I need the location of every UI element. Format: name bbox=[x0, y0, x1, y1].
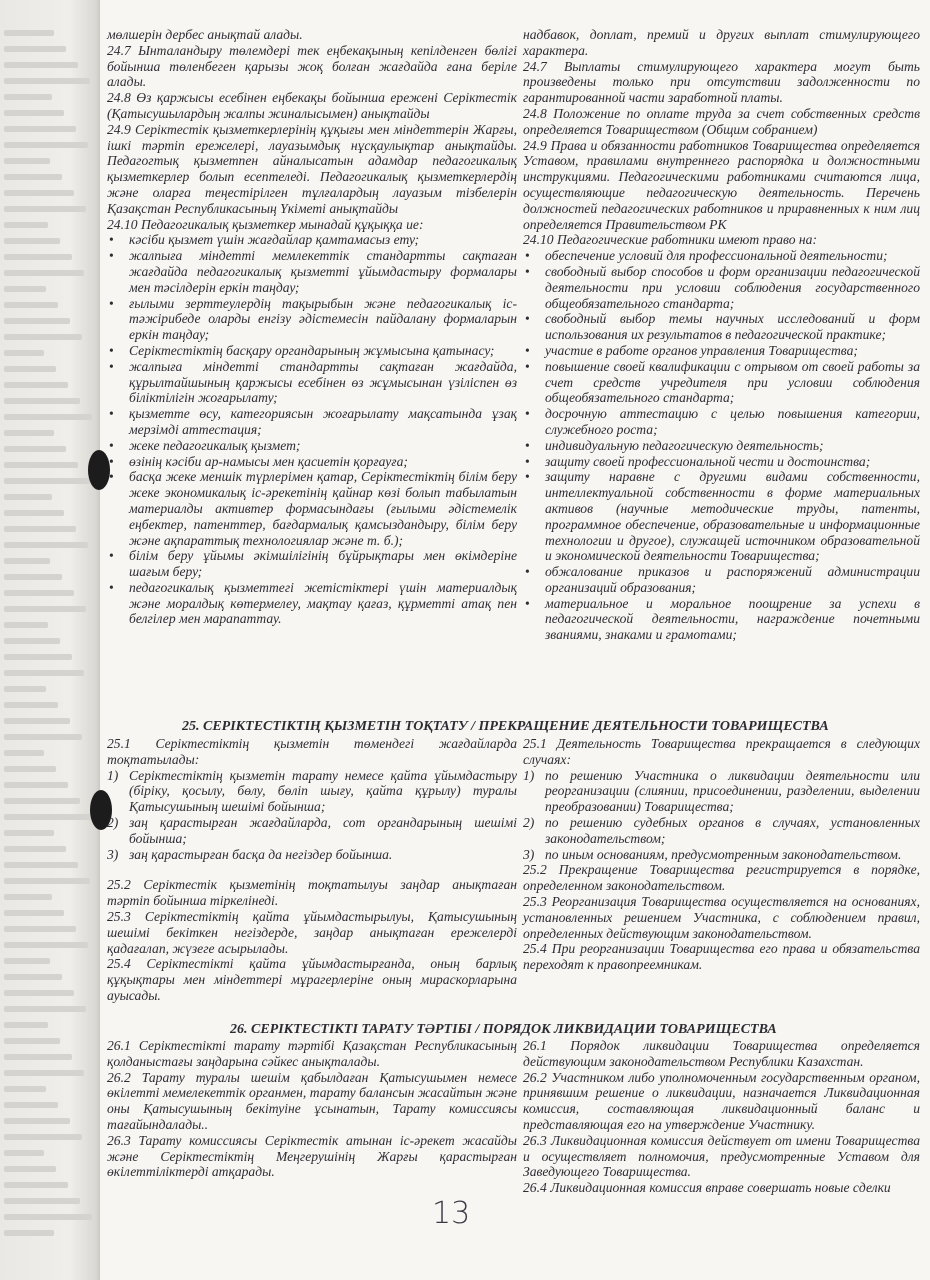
paragraph: 24.7 Выплаты стимулирующего характера могут быть произведены только при отсутствии задолженности по гарантированной части заработной платы. bbox=[523, 58, 920, 106]
bleed-through-line bbox=[4, 1022, 48, 1028]
bleed-through-line bbox=[4, 414, 92, 420]
bleed-through-line bbox=[4, 894, 52, 900]
item-text: жалпыға міндетті мемлекеттік стандартты сақтаған жағдайда педагогикалық қызметті ұйымдастыру формалары мен тәсілдерін еркін таңдау; bbox=[129, 248, 517, 295]
bleed-through-line bbox=[4, 702, 58, 708]
bleed-through-line bbox=[4, 222, 48, 228]
paragraph: 25.4 Серіктестікті қайта ұйымдастырғанда, оның барлық құқықтары мен міндеттері мұрагерлеріне оның мираскорларына ауысады. bbox=[107, 956, 517, 1003]
item-text: жеке педагогикалық қызмет; bbox=[129, 437, 301, 453]
bleed-through-line bbox=[4, 942, 88, 948]
paragraph: 26.2 Тарату туралы шешім қабылдаған Қатысушымен немесе өкілетті мемелекеттік органмен, тарату балансын жасайтын және оны Қатысушының бекітуіне ұсынатын, Тарату комиссиясы тағайындалады.. bbox=[107, 1069, 517, 1132]
bleed-through-line bbox=[4, 1134, 82, 1140]
bleed-through-line bbox=[4, 142, 88, 148]
item-text: индивидуальную педагогическую деятельность; bbox=[545, 437, 824, 453]
item-text: өзінің кәсіби ар-намысы мен қасиетін қорғауға; bbox=[129, 453, 408, 469]
paragraph: 24.10 Педагогические работники имеют право на: bbox=[523, 232, 817, 248]
bleed-through-line bbox=[4, 846, 66, 852]
bleed-through-line bbox=[4, 974, 62, 980]
numbered-item bbox=[523, 768, 920, 815]
bleed-through-line bbox=[4, 366, 56, 372]
bleed-through-line bbox=[4, 606, 86, 612]
bullet-icon: • bbox=[109, 358, 114, 374]
bullet-icon: • bbox=[109, 548, 114, 564]
section-25-russian bbox=[523, 736, 920, 973]
bleed-through-line bbox=[4, 206, 86, 212]
section-24-kazakh bbox=[107, 27, 517, 627]
numbered-item bbox=[107, 768, 517, 815]
bullet-item bbox=[107, 454, 517, 470]
bullet-item bbox=[107, 580, 517, 627]
item-text: свободный выбор темы научных исследований и форм использования их результатов в педагогической практике; bbox=[545, 311, 920, 343]
bullet-icon: • bbox=[109, 453, 114, 469]
paragraph: 26.3 Ликвидационная комиссия действует от имени Товарищества и осуществляет полномочия, предусмотренные Уставом для Заведующего Товарищества. bbox=[523, 1132, 920, 1180]
item-text: жалпыға міндетті стандартты сақтаған жағдайда, құрылтайшының қаржысы есебінен өз жұмысынан үзіліспен өз біліктілігін жоғарылату; bbox=[129, 358, 517, 406]
bullet-item bbox=[523, 248, 920, 264]
bleed-through-line bbox=[4, 526, 76, 532]
paragraph: 26.1 Серіктестікті тарату тәртібі Қазақстан Республикасының қолданыстағы заңдарына сәйкес анықталады. bbox=[107, 1038, 517, 1069]
bullet-item bbox=[107, 343, 517, 359]
item-text: участие в работе органов управления Товарищества; bbox=[545, 342, 858, 358]
bleed-through-line bbox=[4, 350, 44, 356]
bleed-through-line bbox=[4, 1198, 80, 1204]
bleed-through-line bbox=[4, 494, 52, 500]
bullet-item bbox=[523, 406, 920, 438]
item-number: 3) bbox=[523, 846, 535, 862]
bullet-icon: • bbox=[109, 437, 114, 453]
bleed-through-line bbox=[4, 670, 84, 676]
paragraph: 24.9 Права и обязанности работников Товарищества определяется Уставом, правилами внутреннего распорядка и должностными инструкциями. Педагогическими работниками считаются лица, осуществляющие педагогическую деятельность. Перечень должностей педагогических работников и приравненных к ним лиц определяется Правительством РК bbox=[523, 137, 920, 232]
bullet-item bbox=[107, 359, 517, 406]
bleed-through-line bbox=[4, 542, 88, 548]
bleed-through-line bbox=[4, 638, 60, 644]
item-text: қызметте өсу, категориясын жоғарылату мақсатында ұзақ мерзімді аттестация; bbox=[129, 406, 517, 437]
bullet-item bbox=[523, 311, 920, 343]
bleed-through-line bbox=[4, 926, 76, 932]
section-26-kazakh bbox=[107, 1038, 517, 1180]
bleed-through-line bbox=[4, 910, 64, 916]
item-text: по иным основаниям, предусмотренным законодательством. bbox=[545, 846, 902, 862]
paragraph: 26.1 Порядок ликвидации Товарищества определяется действующим законодательством Республики Казахстан. bbox=[523, 1038, 920, 1069]
bleed-through-line bbox=[4, 158, 50, 164]
bullet-item bbox=[523, 359, 920, 406]
bleed-through-line bbox=[4, 510, 64, 516]
bleed-through-line bbox=[4, 878, 90, 884]
item-text: заң қарастырған басқа да негіздер бойынша. bbox=[129, 846, 393, 862]
item-text: кәсіби қызмет үшін жағдайлар қамтамасыз ету; bbox=[129, 232, 420, 248]
item-text: по решению Участника о ликвидации деятельности или реорганизации (слиянии, присоединении, разделении, выделении преобразовании) Товарищества; bbox=[545, 767, 920, 815]
item-text: Серіктестіктің басқару органдарының жұмысына қатынасу; bbox=[129, 342, 495, 358]
paragraph: 24.7 Ынталандыру төлемдері тек еңбекақының кепілденген бөлігі бойынша төленбеген қарызы жоқ болған жағдайда ғана беріле алады. bbox=[107, 42, 517, 90]
bullet-icon: • bbox=[525, 342, 530, 358]
bleed-through-line bbox=[4, 1182, 68, 1188]
bleed-through-line bbox=[4, 398, 80, 404]
paragraph: 25.3 Реорганизация Товарищества осуществляется на основаниях, установленных решением Участника, с соблюдением правил, определенных действующим законодательством. bbox=[523, 893, 920, 941]
bleed-through-line bbox=[4, 110, 64, 116]
bullet-icon: • bbox=[525, 453, 530, 469]
bleed-through-line bbox=[4, 830, 54, 836]
item-text: по решению судебных органов в случаях, установленных законодательством; bbox=[545, 814, 920, 846]
bleed-through-line bbox=[4, 814, 92, 820]
bleed-through-line bbox=[4, 430, 54, 436]
bleed-through-line bbox=[4, 798, 80, 804]
bleed-through-line bbox=[4, 574, 62, 580]
section-26-heading: 26. СЕРІКТЕСТІКТІ ТАРАТУ ТӘРТІБІ / ПОРЯДОК ЛИКВИДАЦИИ ТОВАРИЩЕСТВА bbox=[230, 1022, 777, 1037]
bullet-item bbox=[107, 548, 517, 580]
handwritten-page-number: 13 bbox=[432, 1196, 471, 1231]
section-25-kazakh bbox=[107, 736, 517, 1004]
paragraph: 26.4 Ликвидационная комиссия вправе совершать новые сделки bbox=[523, 1180, 891, 1196]
bleed-through-line bbox=[4, 1102, 58, 1108]
bleed-through-line bbox=[4, 734, 82, 740]
bleed-through-line bbox=[4, 862, 78, 868]
bleed-through-line bbox=[4, 1118, 70, 1124]
bullet-icon: • bbox=[525, 311, 530, 327]
paragraph: мөлшерін дербес анықтай алады. bbox=[107, 27, 303, 42]
bullet-icon: • bbox=[525, 595, 530, 611]
section-26-russian bbox=[523, 1038, 920, 1196]
bullet-item bbox=[107, 296, 517, 343]
bullet-icon: • bbox=[109, 248, 114, 264]
bullet-item bbox=[523, 438, 920, 454]
paragraph: 24.9 Серіктестік қызметкерлерінің құқығы мен міндеттерін Жарғы, ішкі тәртіп ережелері, лауазымдық нұсқаулықтар анықтайды. Педагогтық қызметпен айналысатын адамдар педагогикалық қызметкерлер болып есептеледі. Педагогикалық қызметкерлердің және оларға теңестірілген тұлғалардың лауазым тізбелерін Қазақстан Республикасының Үкіметі анықтайды bbox=[107, 121, 517, 216]
bleed-through-line bbox=[4, 94, 52, 100]
bleed-through-line bbox=[4, 478, 90, 484]
section-24-russian bbox=[523, 27, 920, 643]
item-text: обеспечение условий для профессиональной деятельности; bbox=[545, 248, 888, 264]
bleed-through-line bbox=[4, 302, 58, 308]
bleed-through-line bbox=[4, 782, 68, 788]
bullet-item bbox=[523, 564, 920, 596]
bullet-icon: • bbox=[109, 295, 114, 311]
bleed-through-line bbox=[4, 1150, 44, 1156]
bullet-icon: • bbox=[525, 406, 530, 422]
bullet-item bbox=[523, 469, 920, 564]
paragraph: 25.2 Серіктестік қызметінің тоқтатылуы заңдар анықтаған тәртіп бойынша тіркелінеді. bbox=[107, 877, 517, 909]
paragraph: 25.4 При реорганизации Товарищества его права и обязательства переходят к правопреемникам. bbox=[523, 941, 920, 973]
bullet-icon: • bbox=[109, 342, 114, 358]
item-number: 2) bbox=[107, 814, 119, 830]
bullet-item bbox=[107, 469, 517, 548]
section-25-heading: 25. СЕРІКТЕСТІКТІҢ ҚЫЗМЕТІН ТОҚТАТУ / ПРЕКРАЩЕНИЕ ДЕЯТЕЛЬНОСТИ ТОВАРИЩЕСТВА bbox=[182, 719, 829, 734]
bleed-through-line bbox=[4, 1166, 56, 1172]
bullet-icon: • bbox=[525, 469, 530, 485]
spacer bbox=[107, 862, 517, 877]
bleed-through-line bbox=[4, 462, 78, 468]
bleed-through-line bbox=[4, 78, 90, 84]
bullet-icon: • bbox=[525, 358, 530, 374]
bleed-through-line bbox=[4, 590, 74, 596]
item-text: обжалование приказов и распоряжений администрации организаций образования; bbox=[545, 564, 920, 595]
item-text: Серіктестіктің қызметін тарату немесе қайта ұйымдастыру (біріку, қосылу, бөлу, бөліп шығу, қайта құрылу) туралы Қатысушының шешімі бойынша; bbox=[129, 767, 517, 815]
bullet-icon: • bbox=[109, 469, 114, 485]
bleed-through-line bbox=[4, 654, 72, 660]
paragraph: 24.8 Положение по оплате труда за счет собственных средств определяется Товариществом (Общим собранием) bbox=[523, 105, 920, 137]
numbered-item bbox=[523, 847, 920, 863]
bleed-through-line bbox=[4, 558, 50, 564]
bullet-item bbox=[523, 454, 920, 470]
adjacent-page-edge bbox=[0, 0, 100, 1280]
numbered-item bbox=[523, 815, 920, 847]
bleed-through-line bbox=[4, 750, 44, 756]
item-number: 1) bbox=[523, 767, 535, 783]
bleed-through-line bbox=[4, 46, 66, 52]
bullet-icon: • bbox=[109, 579, 114, 595]
bleed-through-line bbox=[4, 766, 56, 772]
bleed-through-line bbox=[4, 62, 78, 68]
bleed-through-line bbox=[4, 238, 60, 244]
item-text: материальное и моральное поощрение за успехи в педагогической деятельности, награждение почетными званиями, знаками и грамотами; bbox=[545, 595, 920, 643]
bleed-through-line bbox=[4, 190, 74, 196]
bleed-through-line bbox=[4, 254, 72, 260]
bullet-icon: • bbox=[525, 437, 530, 453]
bleed-through-line bbox=[4, 622, 48, 628]
bleed-through-line bbox=[4, 270, 84, 276]
bleed-through-line bbox=[4, 718, 70, 724]
bleed-through-line bbox=[4, 174, 62, 180]
bullet-item bbox=[107, 232, 517, 248]
item-number: 2) bbox=[523, 814, 535, 830]
item-text: басқа жеке меншік түрлерімен қатар, Серіктестіктің білім беру жеке экономикалық іс-әрекетінің қайнар көзі болып табылатын материалды активтер формасындағы (ғылыми әдістемелік еңбектер, патенттер, бағдармалық қамсыздандыру, білім беру және ақпараттық технологиялар және т. б.); bbox=[129, 469, 517, 548]
paragraph: 25.1 Серіктестіктің қызметін төмендегі жағдайларда тоқтатылады: bbox=[107, 736, 517, 767]
bullet-icon: • bbox=[525, 248, 530, 264]
item-text: защиту своей профессиональной чести и достоинства; bbox=[545, 453, 871, 469]
paragraph: 25.3 Серіктестіктің қайта ұйымдастырылуы, Қатысушының шешімі бекіткен негіздерде, заңдар анықтаған ережелерді қадағалап, жүзеге асырылады. bbox=[107, 908, 517, 956]
bullet-item bbox=[523, 343, 920, 359]
bullet-item bbox=[107, 438, 517, 454]
bleed-through-line bbox=[4, 286, 46, 292]
bullet-icon: • bbox=[109, 232, 114, 248]
item-text: досрочную аттестацию с целью повышения категории, служебного роста; bbox=[545, 406, 920, 437]
bleed-through-line bbox=[4, 318, 70, 324]
bleed-through-line bbox=[4, 1214, 92, 1220]
bullet-item bbox=[107, 406, 517, 438]
bullet-icon: • bbox=[525, 564, 530, 580]
bullet-item bbox=[523, 264, 920, 311]
bullet-icon: • bbox=[109, 406, 114, 422]
paragraph: надбавок, доплат, премий и других выплат стимулирующего характера. bbox=[523, 27, 920, 58]
bleed-through-line bbox=[4, 334, 82, 340]
paragraph: 24.8 Өз қаржысы есебінен еңбекақы бойынша ережені Серіктестік (Қатысушылардың жалпы жиналысымен) анықтайды bbox=[107, 90, 517, 121]
item-text: повышение своей квалификации с отрывом от своей работы за счет средств учредителя при условии соблюдения общеобязательного стандарта; bbox=[545, 358, 920, 406]
bleed-through-line bbox=[4, 1054, 72, 1060]
item-text: свободный выбор способов и форм организации педагогической деятельности при условии соблюдения государственного общеобязательного стандарта; bbox=[545, 263, 920, 311]
bleed-through-line bbox=[4, 1006, 86, 1012]
item-text: педагогикалық қызметтегі жетістіктері үшін материалдық және моралдық көтермелеу, мақтау қағаз, құрметті атақ пен белгілер мен марапаттау. bbox=[129, 579, 517, 627]
paragraph: 25.2 Прекращение Товарищества регистрируется в порядке, определенном законодательством. bbox=[523, 862, 920, 894]
bleed-through-line bbox=[4, 1086, 46, 1092]
item-number: 3) bbox=[107, 846, 119, 862]
bleed-through-line bbox=[4, 958, 50, 964]
item-text: білім беру ұйымы әкімшілігінің бұйрықтары мен өкімдеріне шағым беру; bbox=[129, 548, 517, 580]
bleed-through-line bbox=[4, 1038, 60, 1044]
bleed-through-line bbox=[4, 446, 66, 452]
bleed-through-line bbox=[4, 1230, 54, 1236]
item-text: ғылыми зерттеулердің тақырыбын және педагогикалық іс-тәжірибеде оларды енгізу әдістемесін пайдалану формаларын еркін таңдау; bbox=[129, 295, 517, 343]
bleed-through-line bbox=[4, 30, 54, 36]
bullet-item bbox=[107, 248, 517, 295]
paragraph: 26.2 Участником либо уполномоченным государственным органом, принявшим решение о ликвидации, назначается Ликвидационная комиссия, составляющая ликвидационный баланс и представляющая его на утверждение Участнику. bbox=[523, 1069, 920, 1132]
bleed-through-line bbox=[4, 1070, 84, 1076]
bleed-through-line bbox=[4, 686, 46, 692]
paragraph: 24.10 Педагогикалық қызметкер мынадай құқыққа ие: bbox=[107, 216, 424, 232]
numbered-item bbox=[107, 847, 517, 863]
item-text: заң қарастырған жағдайларда, сот органдарының шешімі бойынша; bbox=[129, 814, 517, 846]
item-text: защиту наравне с другими видами собственности, интеллектуальной собственности в форме материальных активов (научные методические труды, патенты, программное обеспечение, образовательные и информационные технологии и другое), служащей источником образовательной и экономической деятельности Товарищества; bbox=[545, 469, 920, 564]
paragraph: 26.3 Тарату комиссиясы Серіктестік атынан іс-әрекет жасайды және Серіктестіктің Меңгерушінің Жарғы қарастырған өкілеттіліктерді атқарады. bbox=[107, 1132, 517, 1180]
numbered-item bbox=[107, 815, 517, 847]
bleed-through-line bbox=[4, 990, 74, 996]
item-number: 1) bbox=[107, 767, 119, 783]
bullet-item bbox=[523, 596, 920, 643]
bleed-through-line bbox=[4, 126, 76, 132]
paragraph: 25.1 Деятельность Товарищества прекращается в следующих случаях: bbox=[523, 736, 920, 767]
bullet-icon: • bbox=[525, 263, 530, 279]
bleed-through-line bbox=[4, 382, 68, 388]
